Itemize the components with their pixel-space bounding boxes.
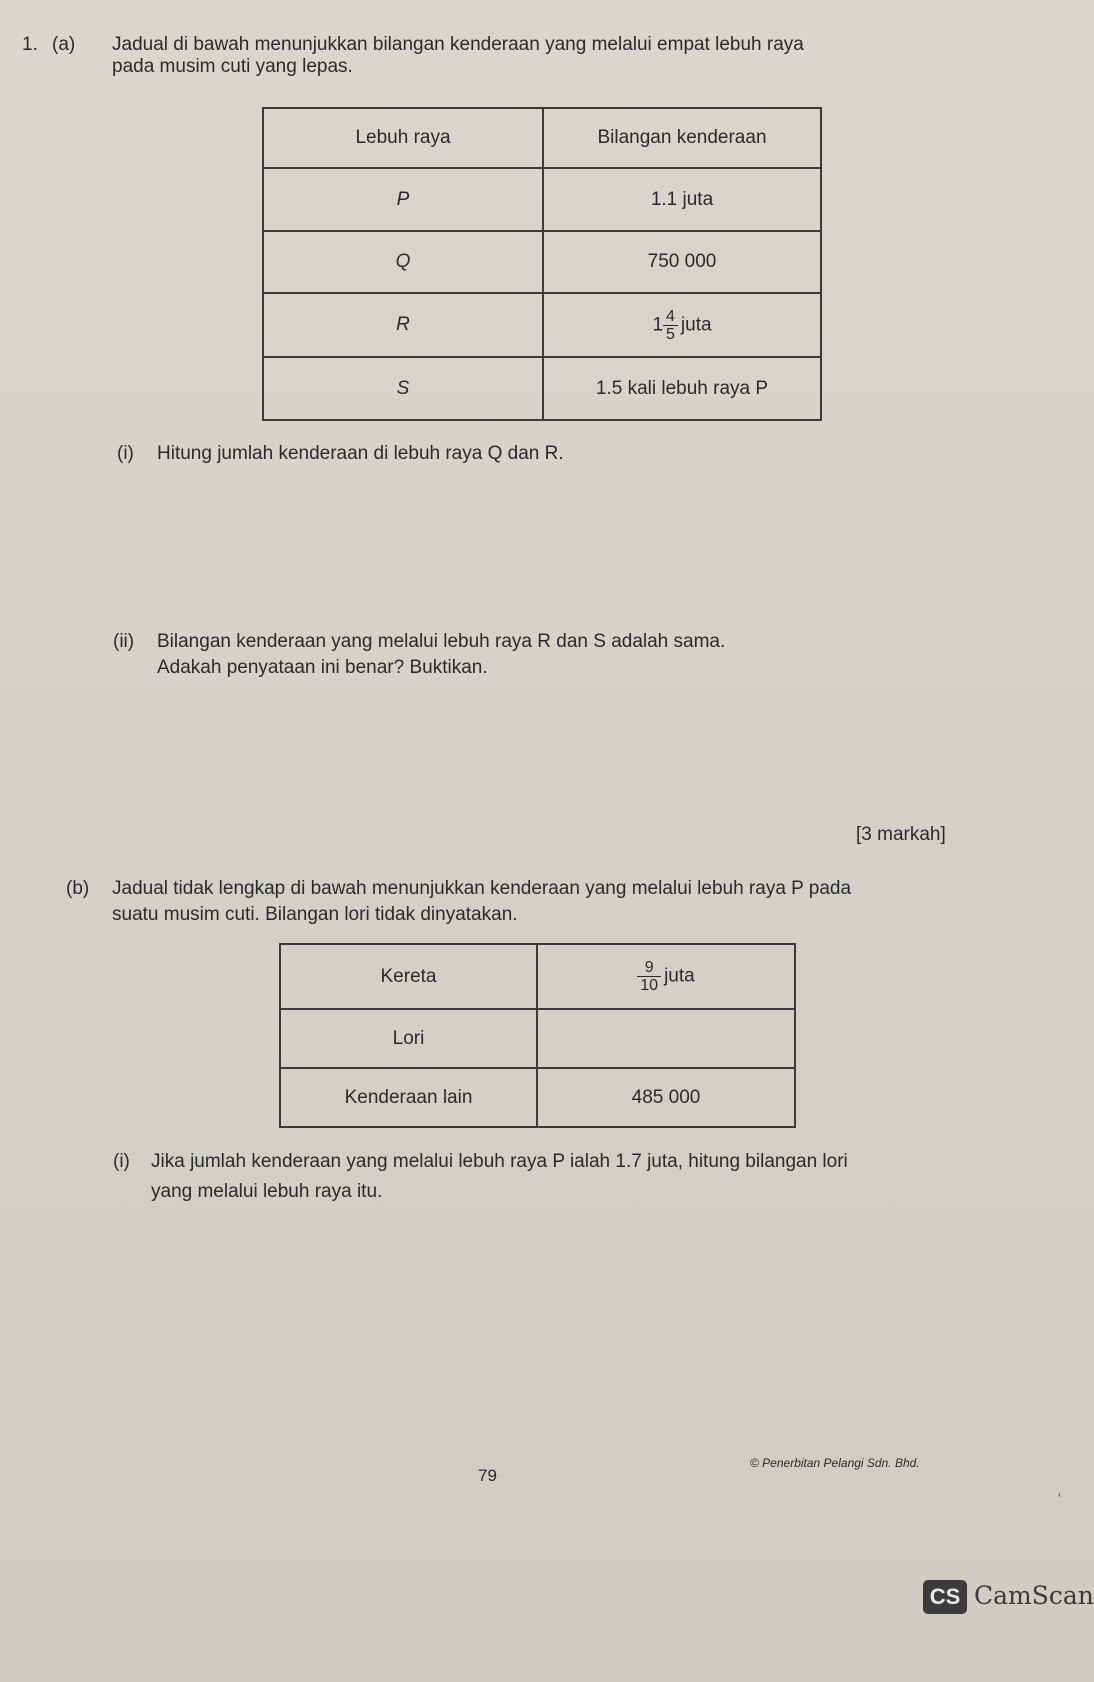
table1-road-q: Q bbox=[263, 231, 543, 293]
table2-type-other: Kenderaan lain bbox=[280, 1068, 537, 1127]
part-b-label: (b) bbox=[66, 878, 90, 899]
b-i-label: (i) bbox=[113, 1151, 130, 1172]
b-i-text-line1: Jika jumlah kenderaan yang melalui lebuh raya P ialah 1.7 juta, hitung bilangan lori bbox=[151, 1151, 848, 1172]
fraction-denominator: 5 bbox=[666, 325, 675, 343]
table-row bbox=[280, 1009, 795, 1068]
fraction bbox=[663, 308, 678, 343]
page-number: 79 bbox=[478, 1466, 497, 1485]
table2-type-lorry: Lori bbox=[280, 1009, 537, 1068]
table2-type-car: Kereta bbox=[280, 944, 537, 1009]
table2-value-car bbox=[537, 944, 795, 1009]
marks-label: [3 markah] bbox=[856, 824, 946, 845]
fraction-denominator: 10 bbox=[640, 977, 659, 994]
b-i-text-line2: yang melalui lebuh raya itu. bbox=[151, 1181, 383, 1202]
table-row bbox=[263, 168, 821, 231]
table1-vehicles-r bbox=[543, 293, 821, 357]
camscanner-text: CamScan bbox=[974, 1581, 1094, 1610]
a-i-text: Hitung jumlah kenderaan di lebuh raya Q dan R. bbox=[157, 443, 564, 464]
unit: juta bbox=[680, 314, 712, 335]
table-row bbox=[280, 1068, 795, 1127]
table1-road-r: R bbox=[263, 293, 543, 357]
part-b-text-line2: suatu musim cuti. Bilangan lori tidak dinyatakan. bbox=[112, 904, 518, 925]
table1-vehicles-s: 1.5 kali lebuh raya P bbox=[543, 357, 821, 420]
table-row bbox=[263, 293, 821, 357]
copyright-notice: © Penerbitan Pelangi Sdn. Bhd. bbox=[750, 1456, 920, 1470]
table-row bbox=[263, 357, 821, 420]
part-a-text-line1: Jadual di bawah menunjukkan bilangan kenderaan yang melalui empat lebuh raya bbox=[112, 34, 804, 55]
table1-header-road: Lebuh raya bbox=[263, 108, 543, 168]
question-number: 1. bbox=[22, 34, 38, 55]
stray-mark: ' bbox=[1058, 1490, 1061, 1506]
table1-header-vehicles: Bilangan kenderaan bbox=[543, 108, 821, 168]
table1-vehicles-q: 750 000 bbox=[543, 231, 821, 293]
part-b-text-line1: Jadual tidak lengkap di bawah menunjukkan kenderaan yang melalui lebuh raya P pada bbox=[112, 878, 852, 899]
table2-value-lorry bbox=[537, 1009, 795, 1068]
table-row bbox=[263, 231, 821, 293]
a-ii-text-line1: Bilangan kenderaan yang melalui lebuh raya R dan S adalah sama. bbox=[157, 631, 726, 652]
table-row bbox=[280, 944, 795, 1009]
table1-road-s: S bbox=[263, 357, 543, 420]
table-vehicles-by-highway bbox=[262, 107, 822, 421]
a-ii-label: (ii) bbox=[113, 631, 135, 652]
mixed-whole: 1 bbox=[652, 314, 664, 335]
a-ii-text-line2: Adakah penyataan ini benar? Buktikan. bbox=[157, 657, 488, 678]
fraction bbox=[637, 959, 661, 994]
a-i-label: (i) bbox=[117, 443, 134, 464]
table1-vehicles-p: 1.1 juta bbox=[543, 168, 821, 231]
fraction-numerator: 4 bbox=[663, 308, 678, 326]
camscanner-logo: CS bbox=[923, 1580, 967, 1614]
part-a-label: (a) bbox=[52, 34, 76, 55]
table2-value-other: 485 000 bbox=[537, 1068, 795, 1127]
table-vehicles-highway-p bbox=[279, 943, 796, 1128]
part-a-text-line2: pada musim cuti yang lepas. bbox=[112, 56, 353, 77]
unit: juta bbox=[664, 965, 695, 987]
table1-road-p: P bbox=[263, 168, 543, 231]
fraction-numerator: 9 bbox=[637, 959, 661, 977]
